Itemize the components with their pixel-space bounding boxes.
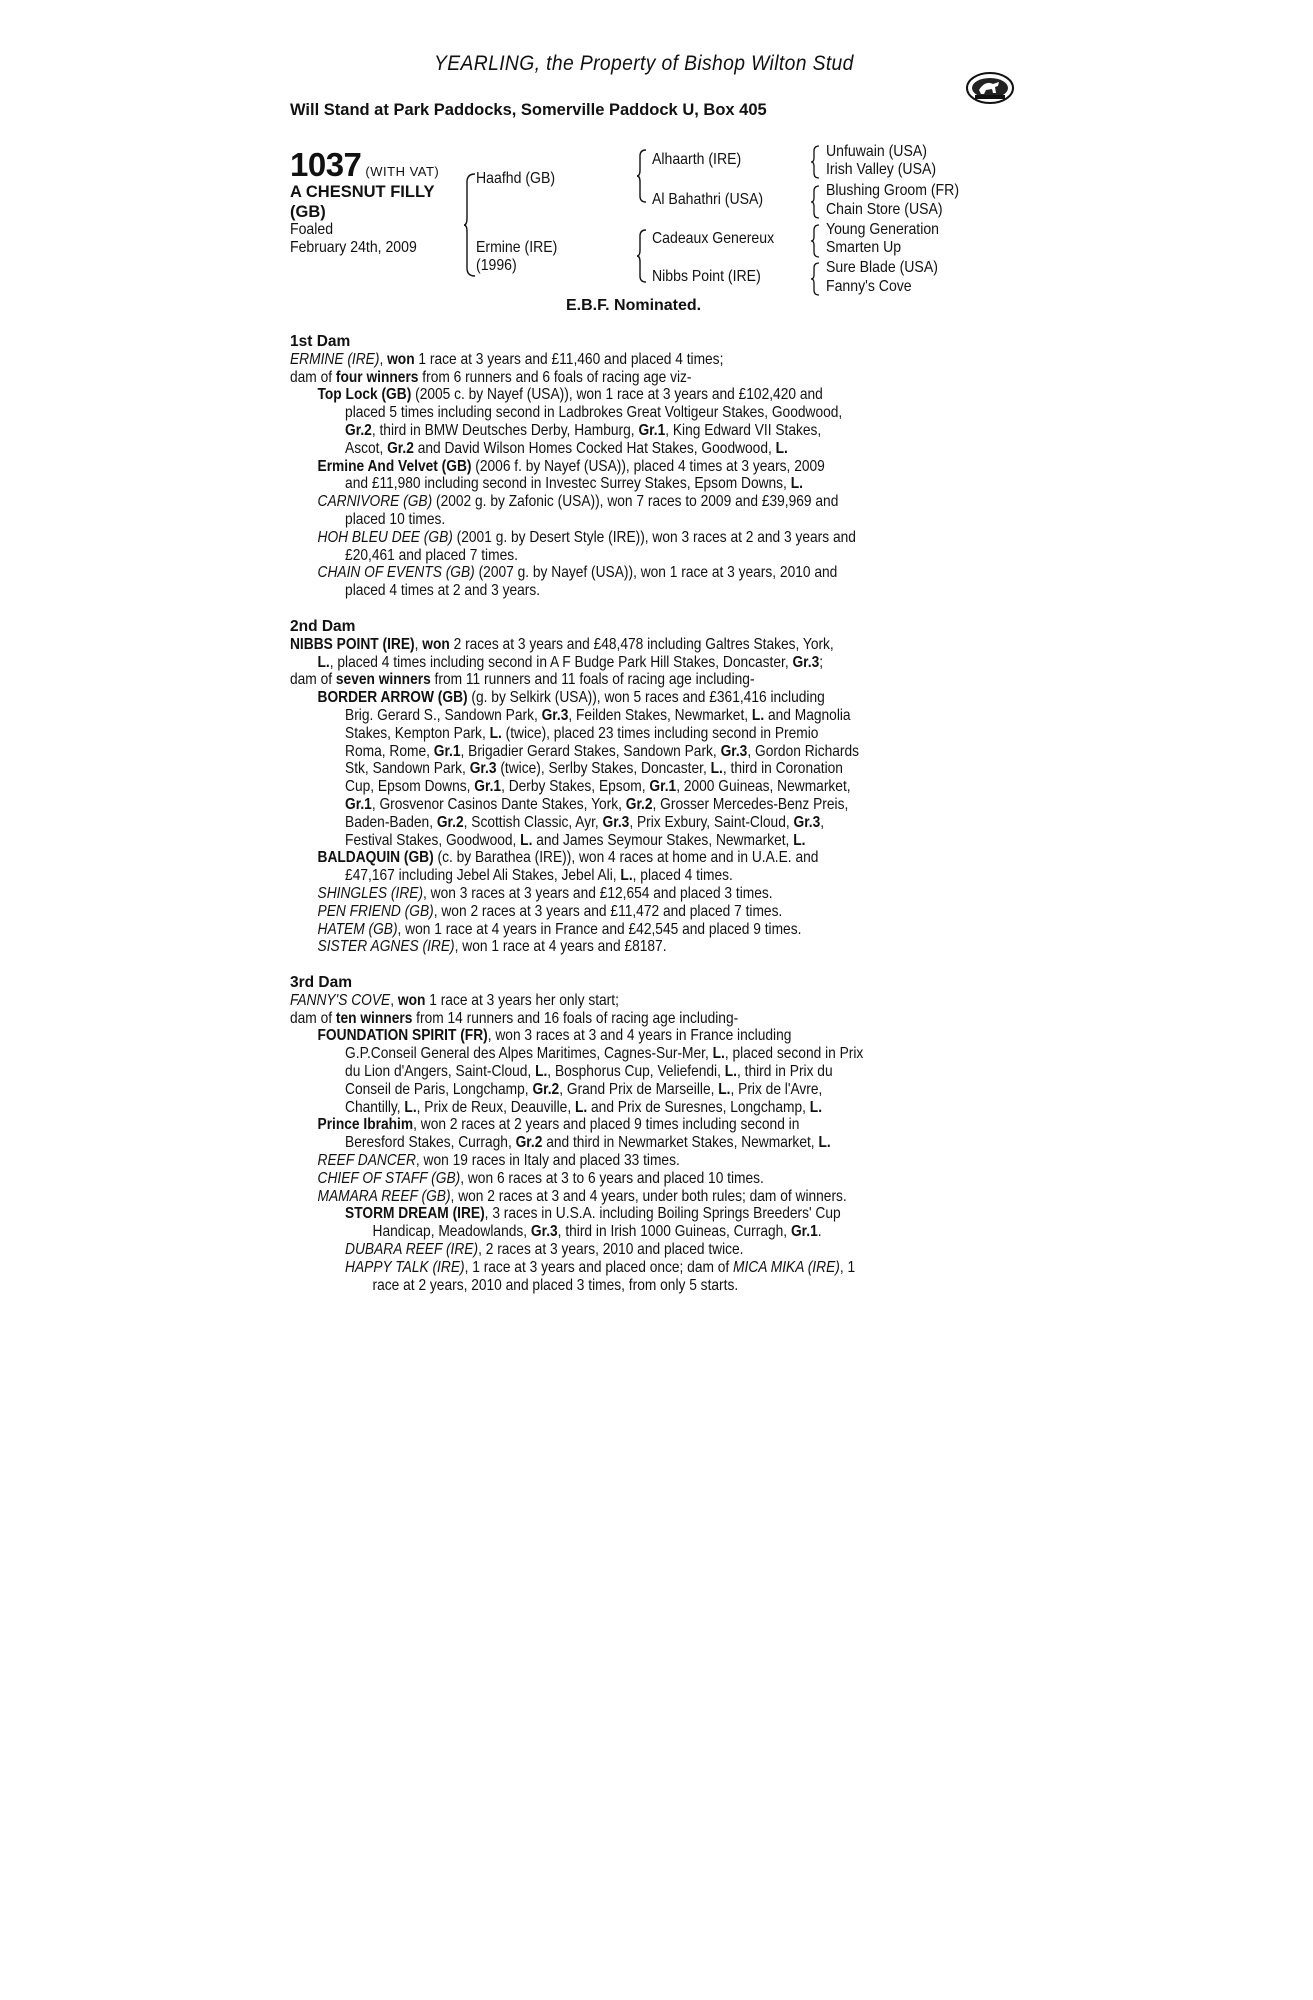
bold-text: L. — [712, 1045, 725, 1063]
record-text: , — [390, 991, 398, 1009]
record-text: , won 19 races in Italy and placed 33 times. — [415, 1152, 680, 1170]
record-text: , Feilden Stakes, Newmarket, — [568, 706, 752, 724]
bold-text: Gr.2 — [345, 421, 372, 439]
pedigree-sire-sire: Alhaarth (IRE) — [652, 151, 742, 168]
vat-note: (WITH VAT) — [365, 164, 440, 179]
bold-text: Gr.2 — [436, 813, 464, 831]
record-text: G.P.Conseil General des Alpes Maritimes, Cagnes-Sur-Mer, — [345, 1045, 713, 1063]
record-text: , won 2 races at 3 and 4 years, under both rules; dam of winners. — [450, 1187, 847, 1205]
bold-text: L. — [404, 1098, 417, 1116]
record-line — [290, 1259, 906, 1277]
record-text: , third in BMW Deutsches Derby, Hamburg, — [371, 421, 639, 439]
record-text: du Lion d'Angers, Saint-Cloud, — [345, 1063, 536, 1081]
italic-text: FANNY'S COVE — [290, 991, 391, 1009]
pedigree-ds-dam: Smarten Up — [826, 239, 902, 256]
bold-text: Gr.2 — [515, 1134, 543, 1152]
record-text: , won 3 races at 3 and 4 years in France including — [487, 1027, 792, 1045]
bold-text: Gr.1 — [345, 795, 372, 813]
record-text: , Scottish Classic, Ayr, — [463, 813, 603, 831]
record-line — [290, 689, 906, 707]
record-line — [290, 547, 906, 565]
record-line — [290, 1099, 906, 1117]
section-heading: 3rd Dam — [290, 974, 353, 992]
record-text: race at 2 years, 2010 and placed 3 times, from only 5 starts. — [372, 1276, 739, 1294]
bold-text: NIBBS POINT (IRE) — [290, 635, 415, 653]
record-line — [290, 1116, 906, 1134]
record-text: Cup, Epsom Downs, — [345, 778, 475, 796]
record-line — [290, 351, 906, 369]
italic-text: ERMINE (IRE) — [290, 350, 380, 368]
bold-text: Top Lock (GB) — [317, 386, 412, 404]
record-line — [290, 564, 906, 582]
brace-icon — [810, 224, 820, 258]
record-text: ; — [819, 653, 824, 671]
dam-sections — [290, 333, 1006, 1312]
record-text: , 3 races in U.S.A. including Boiling Springs Breeders' Cup — [484, 1205, 841, 1223]
italic-text: MAMARA REEF (GB) — [317, 1187, 451, 1205]
pedigree-sire-dam: Al Bahathri (USA) — [652, 191, 764, 208]
ebf-nomination: E.B.F. Nominated. — [566, 297, 702, 314]
dam-section — [290, 974, 1006, 1294]
record-text: Ascot, — [345, 439, 388, 457]
foaled-label: Foaled — [290, 221, 334, 238]
brace-icon — [810, 145, 820, 179]
record-line — [290, 849, 906, 867]
pedigree-dam-sire: Cadeaux Genereux — [652, 230, 775, 247]
record-text: 1 race at 3 years and £11,460 and placed 4 times; — [414, 350, 724, 368]
bold-text: Gr.3 — [469, 760, 497, 778]
pedigree-sire: Haafhd (GB) — [476, 170, 556, 187]
pedigree-dam-year: (1996) — [476, 257, 517, 274]
lot-header — [290, 146, 439, 184]
italic-text: DUBARA REEF (IRE) — [345, 1241, 479, 1259]
record-text: , Grand Prix de Marseille, — [559, 1080, 719, 1098]
record-text: Baden-Baden, — [345, 813, 437, 831]
record-text: (2007 g. by Nayef (USA)), won 1 race at 3 years, 2010 and — [474, 564, 838, 582]
record-text: , won 6 races at 3 to 6 years and placed 10 times. — [460, 1169, 764, 1187]
bold-text: won — [387, 350, 415, 368]
record-text: from 6 runners and 6 foals of racing age viz- — [418, 368, 692, 386]
record-text: , won 3 races at 3 years and £12,654 and placed 3 times. — [423, 884, 773, 902]
brace-icon — [810, 262, 820, 296]
record-text: dam of — [290, 368, 336, 386]
record-text: Chantilly, — [345, 1098, 405, 1116]
bold-text: L. — [818, 1134, 831, 1152]
record-line — [290, 671, 906, 689]
record-line — [290, 422, 906, 440]
record-line — [290, 921, 906, 939]
record-text: from 14 runners and 16 foals of racing age including- — [412, 1009, 739, 1027]
italic-text: SHINGLES (IRE) — [317, 884, 424, 902]
bold-text: L. — [718, 1080, 731, 1098]
record-line — [290, 493, 906, 511]
record-text: , third in Irish 1000 Guineas, Curragh, — [557, 1223, 791, 1241]
record-text: placed 10 times. — [345, 510, 446, 528]
brace-icon — [810, 185, 820, 219]
record-text: . — [817, 1223, 822, 1241]
record-text: 2 races at 3 years and £48,478 including Galtres Stakes, York, — [449, 635, 834, 653]
record-line — [290, 814, 906, 832]
bold-text: BORDER ARROW (GB) — [317, 689, 468, 707]
section-heading: 2nd Dam — [290, 617, 356, 635]
record-text: , Prix Exbury, Saint-Cloud, — [629, 813, 794, 831]
italic-text: PEN FRIEND (GB) — [317, 902, 434, 920]
sire-dam-brace-icon — [463, 172, 477, 278]
italic-text: CHAIN OF EVENTS (GB) — [317, 564, 475, 582]
record-line — [290, 1010, 906, 1028]
bold-text: L. — [574, 1098, 588, 1116]
record-text: , 1 race at 3 years and placed once; dam of — [464, 1258, 734, 1276]
record-text: , — [820, 813, 825, 831]
record-line — [290, 1152, 906, 1170]
record-text: , Gordon Richards — [747, 742, 860, 760]
bold-text: Gr.1 — [638, 421, 666, 439]
record-line — [290, 369, 906, 387]
italic-text: CHIEF OF STAFF (GB) — [317, 1169, 461, 1187]
bold-text: Gr.1 — [790, 1223, 818, 1241]
bold-text: L. — [775, 439, 788, 457]
pedigree-dd-sire: Sure Blade (USA) — [826, 259, 938, 276]
record-line — [290, 529, 906, 547]
pedigree-dd-dam: Fanny's Cove — [826, 278, 912, 295]
record-text: , — [379, 350, 388, 368]
record-text: (2005 c. by Nayef (USA)), won 1 race at 3 years and £102,420 and — [411, 386, 823, 404]
record-text: , Derby Stakes, Epsom, — [501, 778, 650, 796]
record-line — [290, 992, 906, 1010]
pedigree-ss-sire: Unfuwain (USA) — [826, 143, 927, 160]
record-text: , King Edward VII Stakes, — [665, 421, 822, 439]
dam-section — [290, 618, 1006, 956]
record-line — [290, 796, 906, 814]
record-line — [290, 867, 906, 885]
record-text: Stakes, Kempton Park, — [345, 724, 490, 742]
pedigree-ss-dam: Irish Valley (USA) — [826, 161, 937, 178]
pedigree-dam-dam: Nibbs Point (IRE) — [652, 268, 761, 285]
bold-text: Prince Ibrahim — [317, 1116, 414, 1134]
record-line — [290, 511, 906, 529]
bold-text: Gr.1 — [433, 742, 461, 760]
bold-text: L. — [751, 706, 765, 724]
record-text: Festival Stakes, Goodwood, — [345, 831, 521, 849]
record-text: and Prix de Suresnes, Longchamp, — [587, 1098, 810, 1116]
record-text: from 11 runners and 11 foals of racing age including- — [430, 671, 755, 689]
record-text: , won 1 race at 4 years in France and £42,545 and placed 9 times. — [397, 920, 802, 938]
bold-text: Gr.3 — [793, 813, 821, 831]
bold-text: Gr.3 — [530, 1223, 558, 1241]
italic-text: CARNIVORE (GB) — [317, 493, 433, 511]
record-line — [290, 475, 906, 493]
record-text: Beresford Stakes, Curragh, — [345, 1134, 516, 1152]
record-line — [290, 760, 906, 778]
record-line — [290, 1027, 906, 1045]
stud-logo-icon — [965, 70, 1015, 106]
record-text: , placed 4 times. — [632, 867, 733, 885]
record-line — [290, 743, 906, 761]
record-text: £20,461 and placed 7 times. — [345, 546, 518, 564]
record-text: (g. by Selkirk (USA)), won 5 races and £361,416 including — [467, 689, 825, 707]
record-text: dam of — [290, 671, 336, 689]
record-line — [290, 938, 906, 956]
bold-text: STORM DREAM (IRE) — [345, 1205, 485, 1223]
dam-section — [290, 333, 1006, 600]
pedigree-sd-sire: Blushing Groom (FR) — [826, 182, 960, 199]
record-text: , third in Prix du — [736, 1063, 833, 1081]
record-line — [290, 654, 906, 672]
record-text: , won 1 race at 4 years and £8187. — [454, 938, 667, 956]
bold-text: L. — [535, 1063, 548, 1081]
dam-line-brace-icon — [636, 228, 648, 284]
record-line — [290, 1188, 906, 1206]
record-line — [290, 725, 906, 743]
record-text: , Prix de Reux, Deauville, — [416, 1098, 575, 1116]
bold-text: won — [397, 991, 426, 1009]
section-heading: 1st Dam — [290, 333, 351, 350]
bold-text: Ermine And Velvet (GB) — [317, 457, 472, 475]
sire-line-brace-icon — [636, 148, 648, 204]
record-text: Conseil de Paris, Longchamp, — [345, 1080, 533, 1098]
bold-text: BALDAQUIN (GB) — [317, 849, 434, 867]
record-text: (twice), Serlby Stakes, Doncaster, — [496, 760, 711, 778]
record-line — [290, 1063, 906, 1081]
record-text: , — [414, 635, 423, 653]
record-text: , Grosvenor Casinos Dante Stakes, York, — [371, 795, 626, 813]
record-line — [290, 1134, 906, 1152]
bold-text: FOUNDATION SPIRIT (FR) — [317, 1027, 488, 1045]
bold-text: Gr.2 — [387, 439, 414, 457]
bold-text: Gr.1 — [474, 778, 502, 796]
record-text: and James Seymour Stakes, Newmarket, — [532, 831, 794, 849]
foaled-info — [290, 221, 417, 257]
record-text: (2002 g. by Zafonic (USA)), won 7 races to 2009 and £39,969 and — [432, 493, 839, 511]
italic-text: MICA MIKA (IRE) — [733, 1258, 840, 1276]
record-line — [290, 1205, 906, 1223]
record-line — [290, 1170, 906, 1188]
record-text: Handicap, Meadowlands, — [372, 1223, 531, 1241]
bold-text: L. — [724, 1063, 737, 1081]
stand-location: Will Stand at Park Paddocks, Somerville Paddock U, Box 405 — [290, 101, 767, 119]
bold-text: L. — [520, 831, 533, 849]
italic-text: HATEM (GB) — [317, 920, 398, 938]
record-text: 1 race at 3 years her only start; — [425, 991, 619, 1009]
record-text: , placed second in Prix — [724, 1045, 864, 1063]
bold-text: four winners — [335, 368, 419, 386]
record-text: , won 2 races at 3 years and £11,472 and placed 7 times. — [433, 902, 783, 920]
record-line — [290, 404, 906, 422]
record-text: , won 2 races at 2 years and placed 9 times including second in — [413, 1116, 800, 1134]
record-text: , 1 — [839, 1258, 856, 1276]
bold-text: Gr.3 — [720, 742, 748, 760]
record-text: £47,167 including Jebel Ali Stakes, Jebel Ali, — [345, 867, 621, 885]
record-line — [290, 778, 906, 796]
record-text: (2001 g. by Desert Style (IRE)), won 3 races at 2 and 3 years and — [452, 528, 856, 546]
record-text: Brig. Gerard S., Sandown Park, — [345, 706, 542, 724]
record-line — [290, 582, 906, 600]
record-text: Roma, Rome, — [345, 742, 434, 760]
record-text: dam of — [290, 1009, 336, 1027]
record-text: and David Wilson Homes Cocked Hat Stakes, Goodwood, — [413, 439, 776, 457]
horse-description — [290, 182, 435, 222]
record-text: , 2 races at 3 years, 2010 and placed twice. — [478, 1241, 744, 1259]
italic-text: HOH BLEU DEE (GB) — [317, 528, 453, 546]
bold-text: Gr.3 — [541, 706, 569, 724]
record-line — [290, 903, 906, 921]
bold-text: L. — [620, 867, 633, 885]
record-text: (c. by Barathea (IRE)), won 4 races at home and in U.A.E. and — [433, 849, 819, 867]
record-line — [290, 1241, 906, 1259]
italic-text: HAPPY TALK (IRE) — [345, 1258, 465, 1276]
bold-text: L. — [710, 760, 723, 778]
bold-text: L. — [489, 724, 502, 742]
bold-text: L. — [317, 653, 330, 671]
record-text: and Magnolia — [764, 706, 851, 724]
horse-description-line2: (GB) — [290, 203, 326, 221]
bold-text: Gr.2 — [532, 1080, 560, 1098]
record-text: (twice), placed 23 times including second in Premio — [501, 724, 819, 742]
record-line — [290, 440, 906, 458]
record-line — [290, 707, 906, 725]
record-text: placed 4 times at 2 and 3 years. — [345, 582, 541, 600]
record-line — [290, 885, 906, 903]
bold-text: won — [422, 635, 450, 653]
italic-text: SISTER AGNES (IRE) — [317, 938, 455, 956]
bold-text: Gr.1 — [649, 778, 677, 796]
record-text: , Brigadier Gerard Stakes, Sandown Park, — [460, 742, 721, 760]
record-text: placed 5 times including second in Ladbrokes Great Voltigeur Stakes, Goodwood, — [345, 404, 843, 422]
record-line — [290, 458, 906, 476]
lot-number: 1037 — [290, 146, 362, 183]
record-line — [290, 386, 906, 404]
bold-text: ten winners — [335, 1009, 413, 1027]
bold-text: L. — [790, 475, 803, 493]
bold-text: L. — [793, 831, 806, 849]
bold-text: seven winners — [335, 671, 431, 689]
italic-text: REEF DANCER — [317, 1152, 416, 1170]
bold-text: Gr.2 — [625, 795, 653, 813]
record-text: , 2000 Guineas, Newmarket, — [676, 778, 851, 796]
bold-text: Gr.3 — [602, 813, 630, 831]
bold-text: L. — [809, 1098, 823, 1116]
record-text: , Prix de l'Avre, — [730, 1080, 823, 1098]
record-line — [290, 636, 906, 654]
record-text: and £11,980 including second in Investec Surrey Stakes, Epsom Downs, — [345, 475, 791, 493]
record-line — [290, 1081, 906, 1099]
record-text: Stk, Sandown Park, — [345, 760, 470, 778]
pedigree-ds-sire: Young Generation — [826, 221, 939, 238]
record-text: and third in Newmarket Stakes, Newmarket, — [542, 1134, 819, 1152]
record-line — [290, 1045, 906, 1063]
record-text: , Grosser Mercedes-Benz Preis, — [652, 795, 849, 813]
pedigree-dam: Ermine (IRE) — [476, 239, 558, 256]
record-text: , third in Coronation — [722, 760, 843, 778]
record-line — [290, 1223, 906, 1241]
record-text: , Bosphorus Cup, Veliefendi, — [547, 1063, 725, 1081]
catalogue-page-title: YEARLING, the Property of Bishop Wilton Stud — [434, 52, 854, 75]
foaled-date: February 24th, 2009 — [290, 239, 417, 256]
record-text: (2006 f. by Nayef (USA)), placed 4 times at 3 years, 2009 — [471, 457, 825, 475]
record-text: , placed 4 times including second in A F Budge Park Hill Stakes, Doncaster, — [329, 653, 793, 671]
bold-text: Gr.3 — [792, 653, 820, 671]
horse-description-line1: A CHESNUT FILLY — [290, 183, 435, 201]
record-line — [290, 832, 906, 850]
pedigree-sd-dam: Chain Store (USA) — [826, 201, 943, 218]
record-line — [290, 1277, 906, 1295]
